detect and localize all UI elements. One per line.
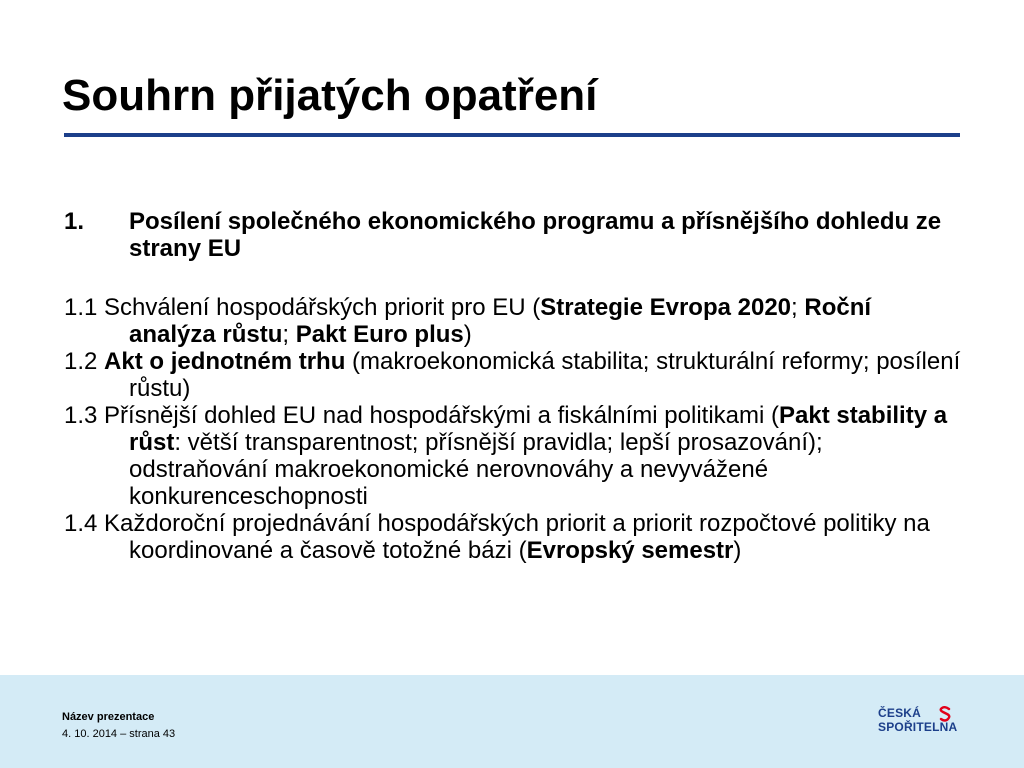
subitem-bold: Evropský semestr	[526, 537, 734, 564]
subitem-bold: Roční analýza růstu	[129, 294, 872, 348]
subitem-text: ;	[282, 321, 296, 348]
logo-mark-icon	[938, 706, 952, 722]
subitem-text: 1.1 Schválení hospodářských priorit pro EU (	[64, 294, 541, 321]
slide-footer	[0, 675, 1024, 768]
list-item-1	[64, 208, 964, 262]
logo-line-1: ČESKÁ	[878, 706, 922, 720]
subitem-1-2	[64, 348, 964, 402]
slide-title: Souhrn přijatých opatření	[62, 71, 598, 120]
slide-content	[64, 208, 964, 564]
date-page-info: 4. 10. 2014 – strana 43	[62, 728, 176, 740]
subitem-1-3	[64, 402, 964, 510]
subitem-text: ;	[791, 294, 805, 321]
bank-logo	[878, 706, 957, 734]
subitem-1-4	[64, 510, 964, 564]
subitem-bold: Strategie Evropa 2020	[540, 294, 792, 321]
presentation-name: Název prezentace	[62, 711, 155, 723]
subitem-text: 1.4 Každoroční projednávání hospodářských priorit a priorit rozpočtové politiky na koordinované a časově totožné bázi (	[64, 510, 930, 564]
subitem-text: 1.3 Přísnější dohled EU nad hospodářskými a fiskálními politikami (	[64, 402, 779, 429]
subitem-text: )	[733, 537, 742, 564]
subitem-1-1	[64, 294, 964, 348]
logo-line-2: SPOŘITELNA	[878, 720, 958, 734]
subitem-bold: Akt o jednotném trhu	[104, 348, 346, 375]
subitem-bold: Pakt Euro plus	[295, 321, 464, 348]
subitem-text: 1.2	[64, 348, 105, 375]
title-divider	[64, 133, 960, 137]
subitem-text: )	[463, 321, 472, 348]
subitem-text: (makroekonomická stabilita; strukturální reformy; posílení růstu)	[129, 348, 961, 402]
subitem-text: : větší transparentnost; přísnější pravidla; lepší prosazování); odstraňování makroekonomické nerovnováhy a nevyvážené konkurenceschopnosti	[129, 429, 823, 510]
subitem-bold: Pakt stability a růst	[129, 402, 948, 456]
list-item-text: Posílení společného ekonomického programu a přísnějšího dohledu ze strany EU	[129, 208, 942, 262]
list-item-number: 1.	[64, 208, 85, 235]
